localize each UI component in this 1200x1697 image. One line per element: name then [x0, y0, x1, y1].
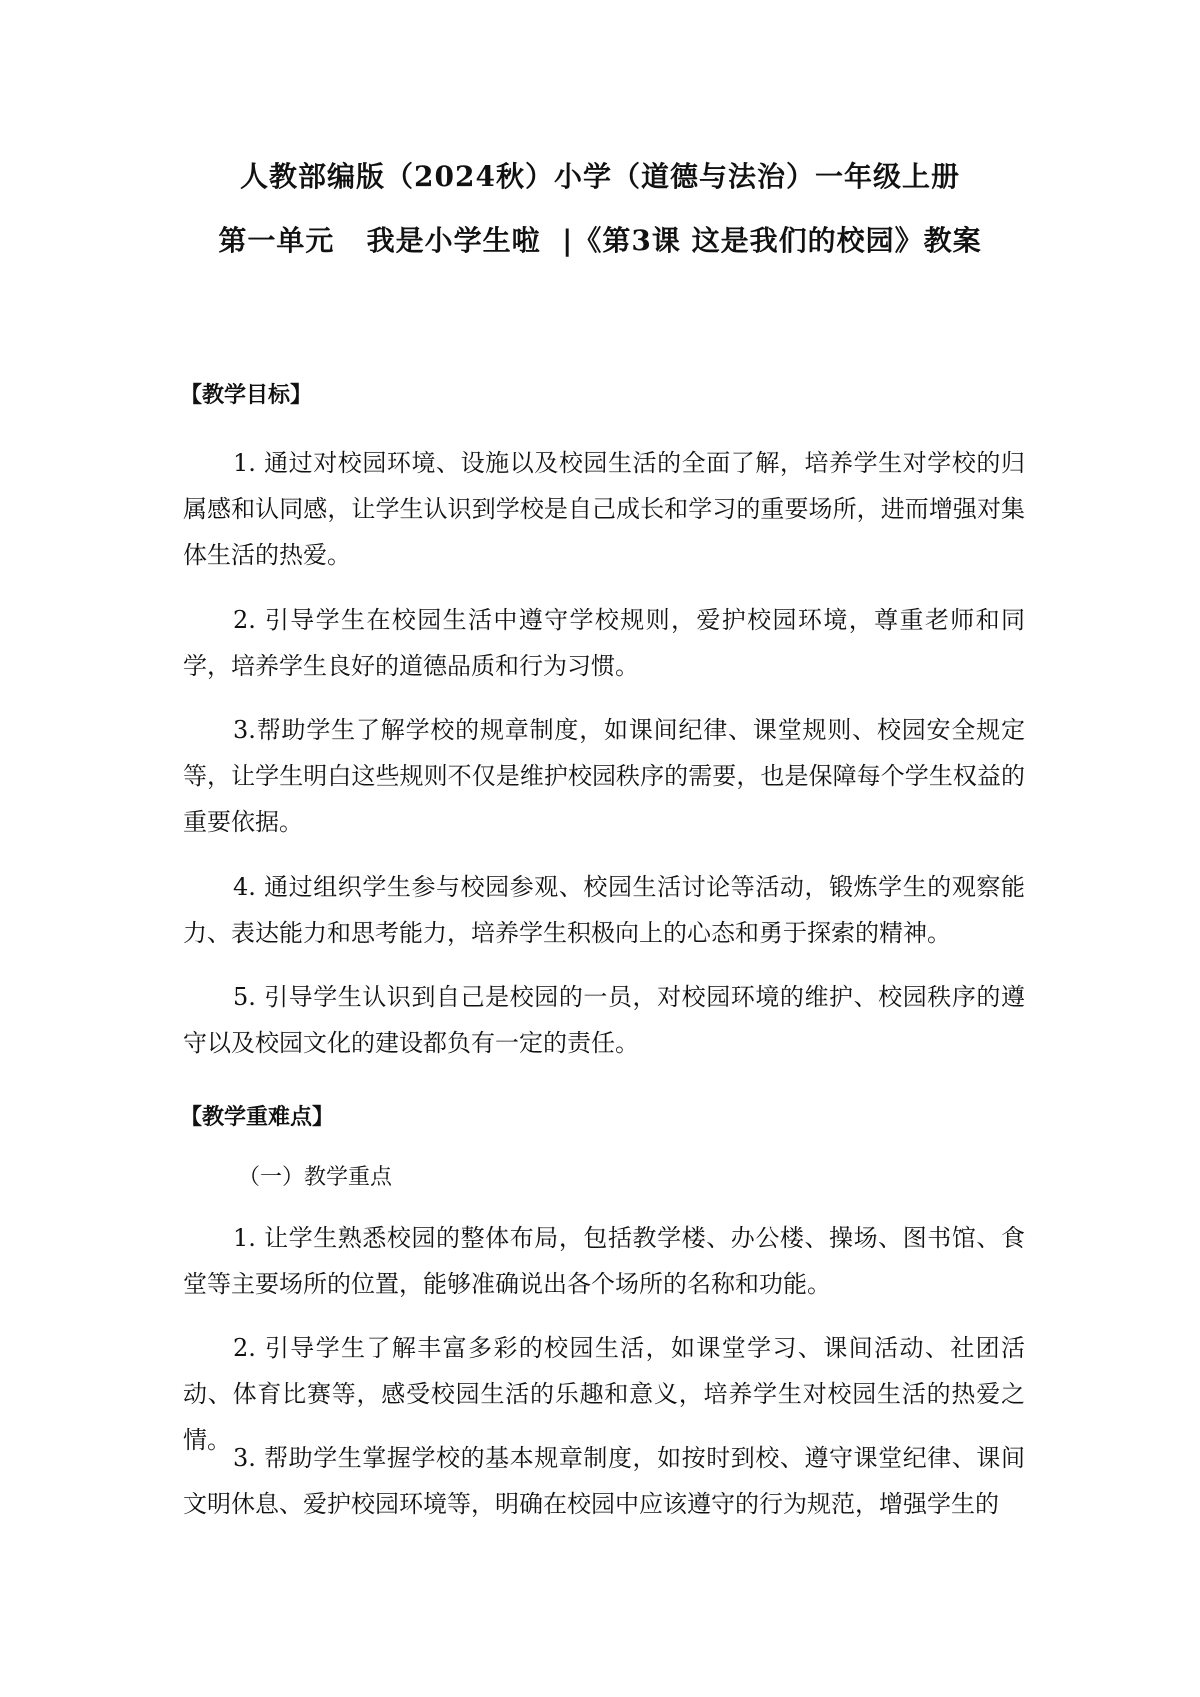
section-heading-objectives: 【教学目标】 [180, 383, 313, 408]
key-point-item-3: 3. 帮助学生掌握学校的基本规章制度，如按时到校、遵守课堂纪律、课间文明休息、爱护校园环境等，明确在校园中应该遵守的行为规范，增强学生的 [183, 1444, 1025, 1518]
objective-item-2: 2. 引导学生在校园生活中遵守学校规则，爱护校园环境，尊重老师和同学，培养学生良好的道德品质和行为习惯。 [183, 606, 1025, 680]
key-point-item-1: 1. 让学生熟悉校园的整体布局，包括教学楼、办公楼、操场、图书馆、食堂等主要场所的位置，能够准确说出各个场所的名称和功能。 [183, 1224, 1025, 1298]
document-subtitle: 第一单元 我是小学生啦 |《第3课 这是我们的校园》教案 [218, 224, 982, 257]
objective-item-4: 4. 通过组织学生参与校园参观、校园生活讨论等活动，锻炼学生的观察能力、表达能力和思考能力，培养学生积极向上的心态和勇于探索的精神。 [183, 873, 1025, 947]
objective-item-5: 5. 引导学生认识到自己是校园的一员，对校园环境的维护、校园秩序的遵守以及校园文化的建设都负有一定的责任。 [183, 983, 1025, 1057]
document-title: 人教部编版（2024秋）小学（道德与法治）一年级上册 [240, 160, 960, 193]
subheading-key-points: （一）教学重点 [238, 1165, 393, 1190]
section-heading-key-points: 【教学重难点】 [180, 1105, 335, 1130]
key-point-item-2: 2. 引导学生了解丰富多彩的校园生活，如课堂学习、课间活动、社团活动、体育比赛等，感受校园生活的乐趣和意义，培养学生对校园生活的热爱之情。 [183, 1334, 1025, 1454]
objective-item-1: 1. 通过对校园环境、设施以及校园生活的全面了解，培养学生对学校的归属感和认同感，让学生认识到学校是自己成长和学习的重要场所，进而增强对集体生活的热爱。 [183, 449, 1025, 569]
objective-item-3: 3.帮助学生了解学校的规章制度，如课间纪律、课堂规则、校园安全规定等，让学生明白这些规则不仅是维护校园秩序的需要，也是保障每个学生权益的重要依据。 [183, 716, 1025, 836]
